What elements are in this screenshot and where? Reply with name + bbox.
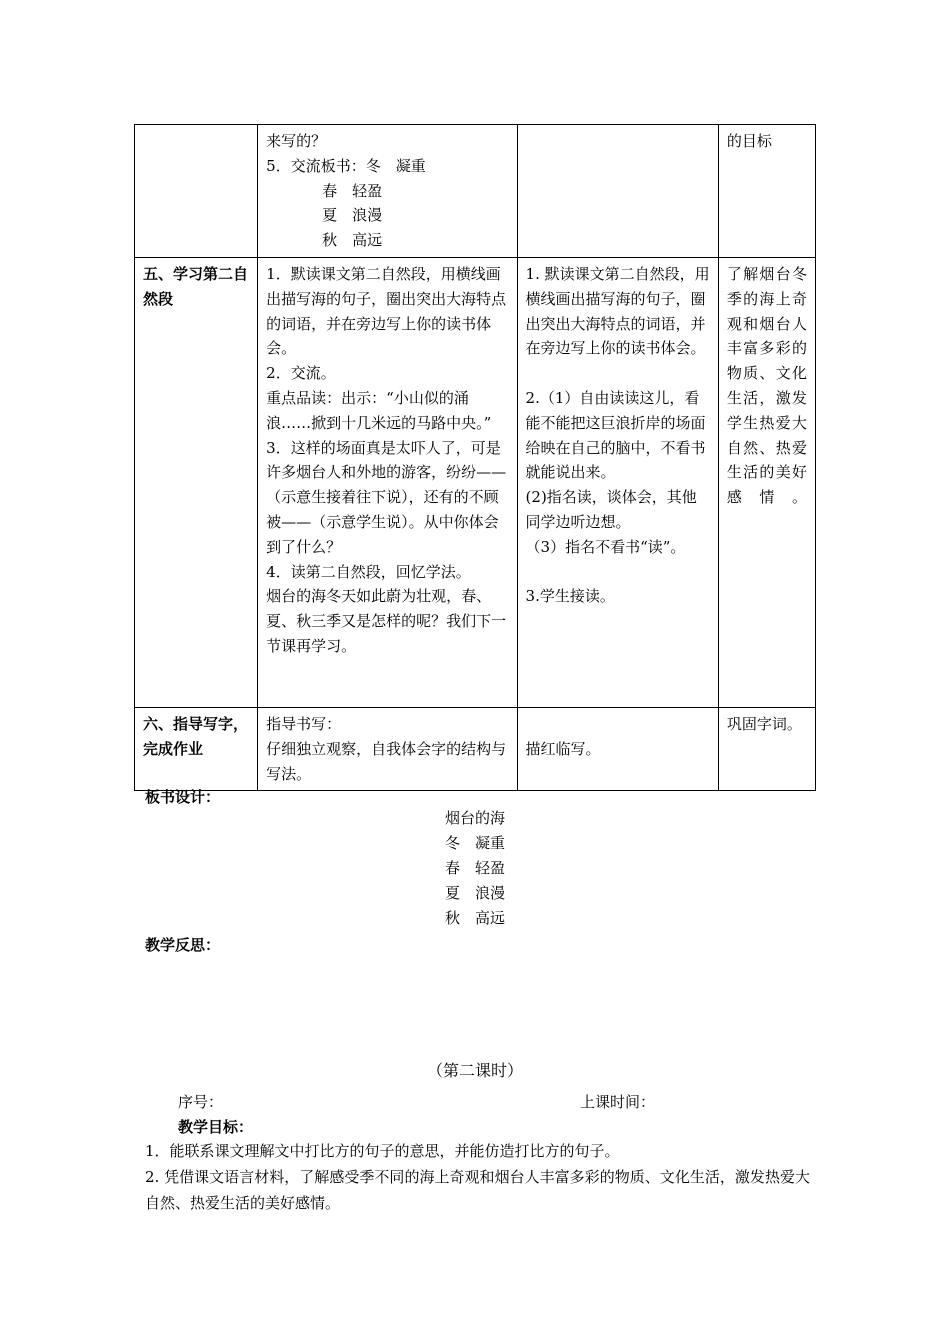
table-row — [135, 707, 816, 790]
teacher-activity-cell — [258, 707, 517, 790]
goal-text: 了解烟台冬季的海上奇观和烟台人丰富多彩的物质、文化生活，激发学生热爱大自然、热爱生活的美好感情。 — [726, 264, 807, 507]
student-line: 2.（1）自由读读这儿，看能不能把这巨浪折岸的场面给映在自己的脑中，不看书就能说出来。 — [525, 388, 706, 482]
objective-item: 2. 凭借课文语言材料，了解感受季不同的海上奇观和烟台人丰富多彩的物质、文化生活，激发热爱大自然、热爱生活的美好感情。 — [145, 1168, 810, 1212]
board-design — [0, 806, 950, 931]
goal-cell: 的目标 — [718, 125, 815, 258]
student-activity-cell — [517, 257, 718, 707]
stage-cell — [135, 125, 258, 258]
teacher-line: 1．默读课文第二自然段，用横线画出描写海的句子，圈出突出大海特点的词语，并在旁边写上你的读书体会。 — [266, 264, 507, 358]
goal-cell — [718, 257, 815, 707]
board-line: 烟台的海 — [444, 809, 505, 827]
student-line: （3）指名不看书“读”。 — [525, 537, 686, 556]
lesson-title: （第二课时） — [426, 1061, 523, 1080]
teacher-line: 春 轻盈 — [322, 181, 383, 200]
teacher-line: 指导书写： — [266, 714, 342, 733]
student-activity-cell — [517, 125, 718, 258]
board-line: 夏 浪漫 — [444, 884, 505, 902]
objective-item: 1．能联系课文理解文中打比方的句子的意思，并能仿造打比方的句子。 — [145, 1142, 620, 1160]
board-line: 春 轻盈 — [444, 859, 505, 877]
table-row — [135, 125, 816, 258]
class-time-label: 上课时间： — [580, 1093, 656, 1111]
student-line: 3.学生接读。 — [525, 587, 615, 606]
spacer — [526, 560, 710, 585]
teacher-line: 烟台的海冬天如此蔚为壮观，春、夏、秋三季又是怎样的呢？我们下一节课再学习。 — [266, 587, 507, 655]
teacher-line: 仔细独立观察，自我体会字的结构与写法。 — [266, 739, 507, 783]
student-line: 描红临写。 — [525, 739, 601, 758]
teacher-line: 来写的？ — [266, 132, 327, 150]
teacher-line: 秋 高远 — [322, 231, 383, 250]
student-activity-cell — [517, 707, 718, 790]
teacher-line: 重点品读：出示：“小山似的涌浪……掀到十几米远的马路中央。” — [266, 388, 492, 432]
teacher-line: 2．交流。 — [266, 364, 336, 383]
objectives-list — [145, 1138, 810, 1216]
board-line: 冬 凝重 — [444, 834, 505, 852]
student-line: (2)指名读，谈体会，其他同学边听边想。 — [525, 488, 697, 531]
reflection-label: 教学反思： — [145, 936, 221, 954]
stage-cell: 六、指导写字，完成作业 — [135, 707, 258, 790]
teacher-line: 5．交流板书：冬 凝重 — [266, 156, 426, 175]
teacher-activity-cell — [258, 125, 517, 258]
student-line: 1. 默读课文第二自然段，用横线画出描写海的句子，圈出突出大海特点的词语，并在旁边写上你的读书体会。 — [525, 264, 710, 358]
table-row — [135, 257, 816, 707]
teacher-line: 3．这样的场面真是太吓人了，可是许多烟台人和外地的游客，纷纷——（示意生接着往下说），还有的不顾被——（示意学生说）。从中你体会到了什么？ — [266, 438, 507, 556]
stage-cell: 五、学习第二自然段 — [135, 257, 258, 707]
sequence-label: 序号： — [178, 1093, 224, 1111]
teacher-line: 4．读第二自然段，回忆学法。 — [266, 562, 471, 581]
board-line: 秋 高远 — [444, 909, 505, 927]
goal-cell: 巩固字词。 — [718, 707, 815, 790]
teacher-line: 夏 浪漫 — [322, 206, 383, 225]
spacer — [526, 361, 710, 386]
objectives-heading: 教学目标： — [178, 1118, 254, 1136]
board-design-label: 板书设计： — [145, 788, 221, 806]
lesson-plan-table — [134, 124, 816, 791]
teacher-activity-cell — [258, 257, 517, 707]
